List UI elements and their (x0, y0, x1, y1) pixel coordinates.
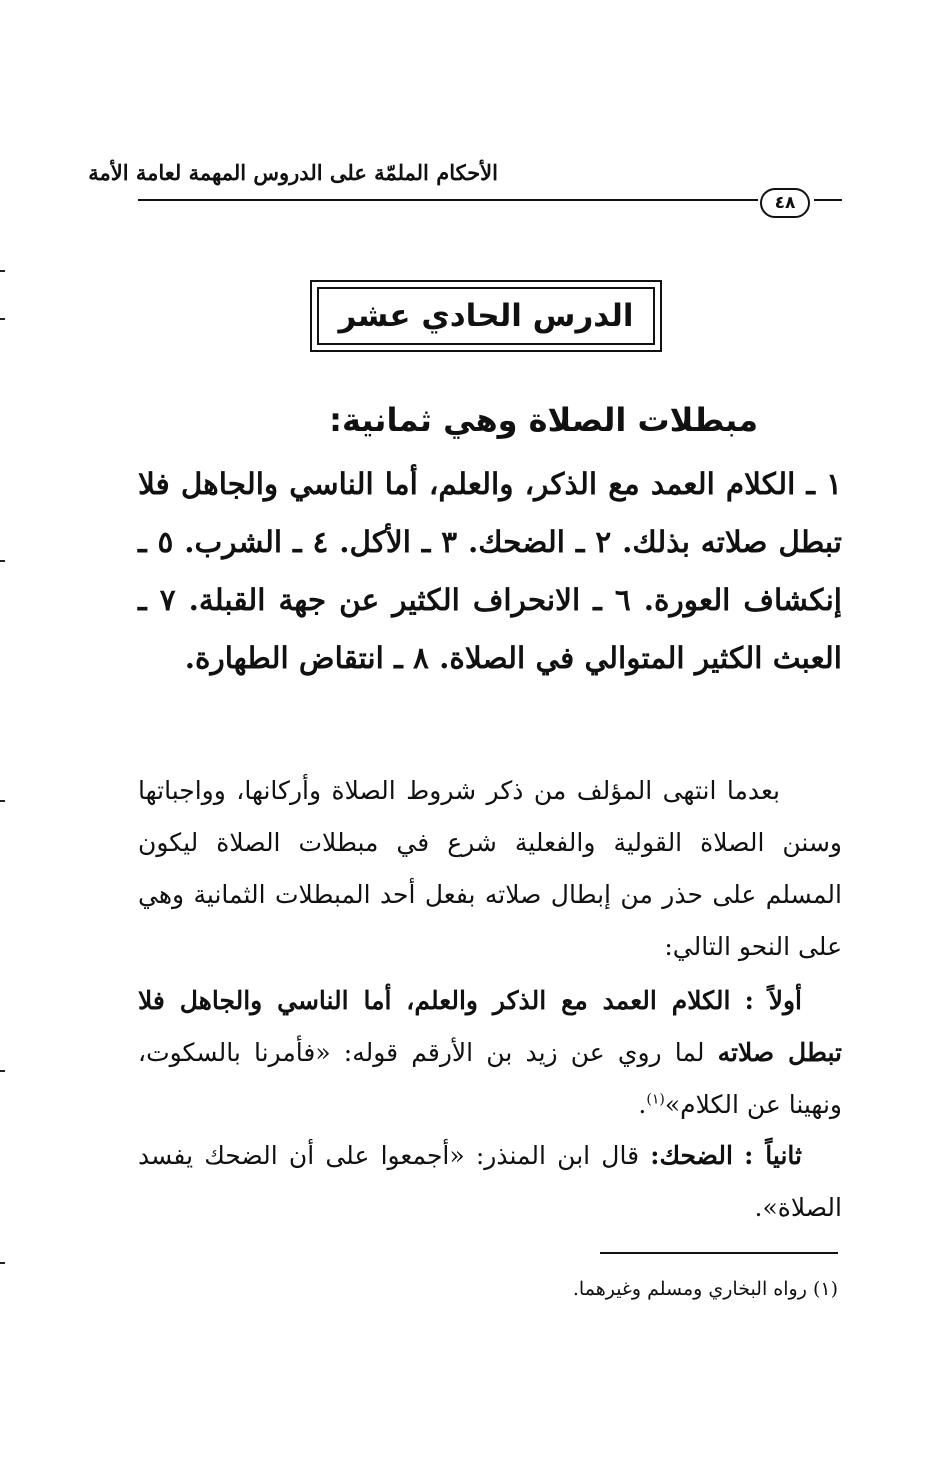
running-header-title: الأحكام الملمّة على الدروس المهمة لعامة الأمة (88, 160, 498, 185)
header-rule-end (814, 199, 842, 201)
footnote-separator (600, 1252, 838, 1254)
scan-mark (0, 800, 5, 802)
scan-mark (0, 270, 5, 272)
lesson-title: الدرس الحادي عشر (317, 287, 655, 345)
explanation-paragraph: بعدما انتهى المؤلف من ذكر شروط الصلاة وأركانها، وواجباتها وسنن الصلاة القولية والفعلية شرع في مبطلات الصلاة ليكون المسلم على حذر من إبطال صلاته بفعل أحد المبطلات الثمانية وهي على النحو التالي: (138, 776, 842, 961)
invalidators-list: ١ ـ الكلام العمد مع الذكر، والعلم، أما الناسي والجاهل فلا تبطل صلاته بذلك. ٢ ـ الضحك. ٣ ـ الأكل. ٤ ـ الشرب. ٥ ـ إنكشاف العورة. ٦ ـ الانحراف الكثير عن جهة القبلة. ٧ ـ العبث الكثير المتوالي في الصلاة. ٨ ـ انتقاض الطهارة. (138, 466, 843, 675)
scan-mark (0, 1070, 5, 1072)
point-one-label: أولاً : (744, 986, 802, 1015)
footnote (338, 1272, 838, 1306)
footnote-number: (١) (812, 1278, 838, 1300)
point-two-bold-text: الضحك: (650, 1141, 733, 1170)
footnote-reference[interactable]: (١) (646, 1091, 665, 1108)
point-one-paragraph (138, 975, 842, 1131)
point-two-text: قال ابن المنذر: «أجمعوا على أن الضحك يفسد الصلاة». (138, 1141, 842, 1222)
page-number-badge: ٤٨ (760, 188, 810, 218)
lesson-title-frame (310, 280, 662, 352)
point-one-end: . (638, 1090, 647, 1119)
section-heading: مبطلات الصلاة وهي ثمانية: (329, 401, 758, 439)
point-two-paragraph (138, 1130, 842, 1234)
point-one-text: لما روي عن زيد بن الأرقم قوله: «فأمرنا بالسكوت، ونهينا عن الكلام» (138, 1038, 842, 1119)
header-rule (138, 199, 758, 201)
scan-mark (0, 318, 5, 320)
footnote-text: رواه البخاري ومسلم وغيرهما. (572, 1278, 807, 1300)
point-two-label: ثانياً : (744, 1141, 802, 1170)
scan-mark (0, 560, 5, 562)
scan-mark (0, 1262, 5, 1264)
point-one-bold-text: الكلام العمد مع الذكر والعلم، أما الناسي والجاهل فلا تبطل صلاته (138, 986, 842, 1067)
